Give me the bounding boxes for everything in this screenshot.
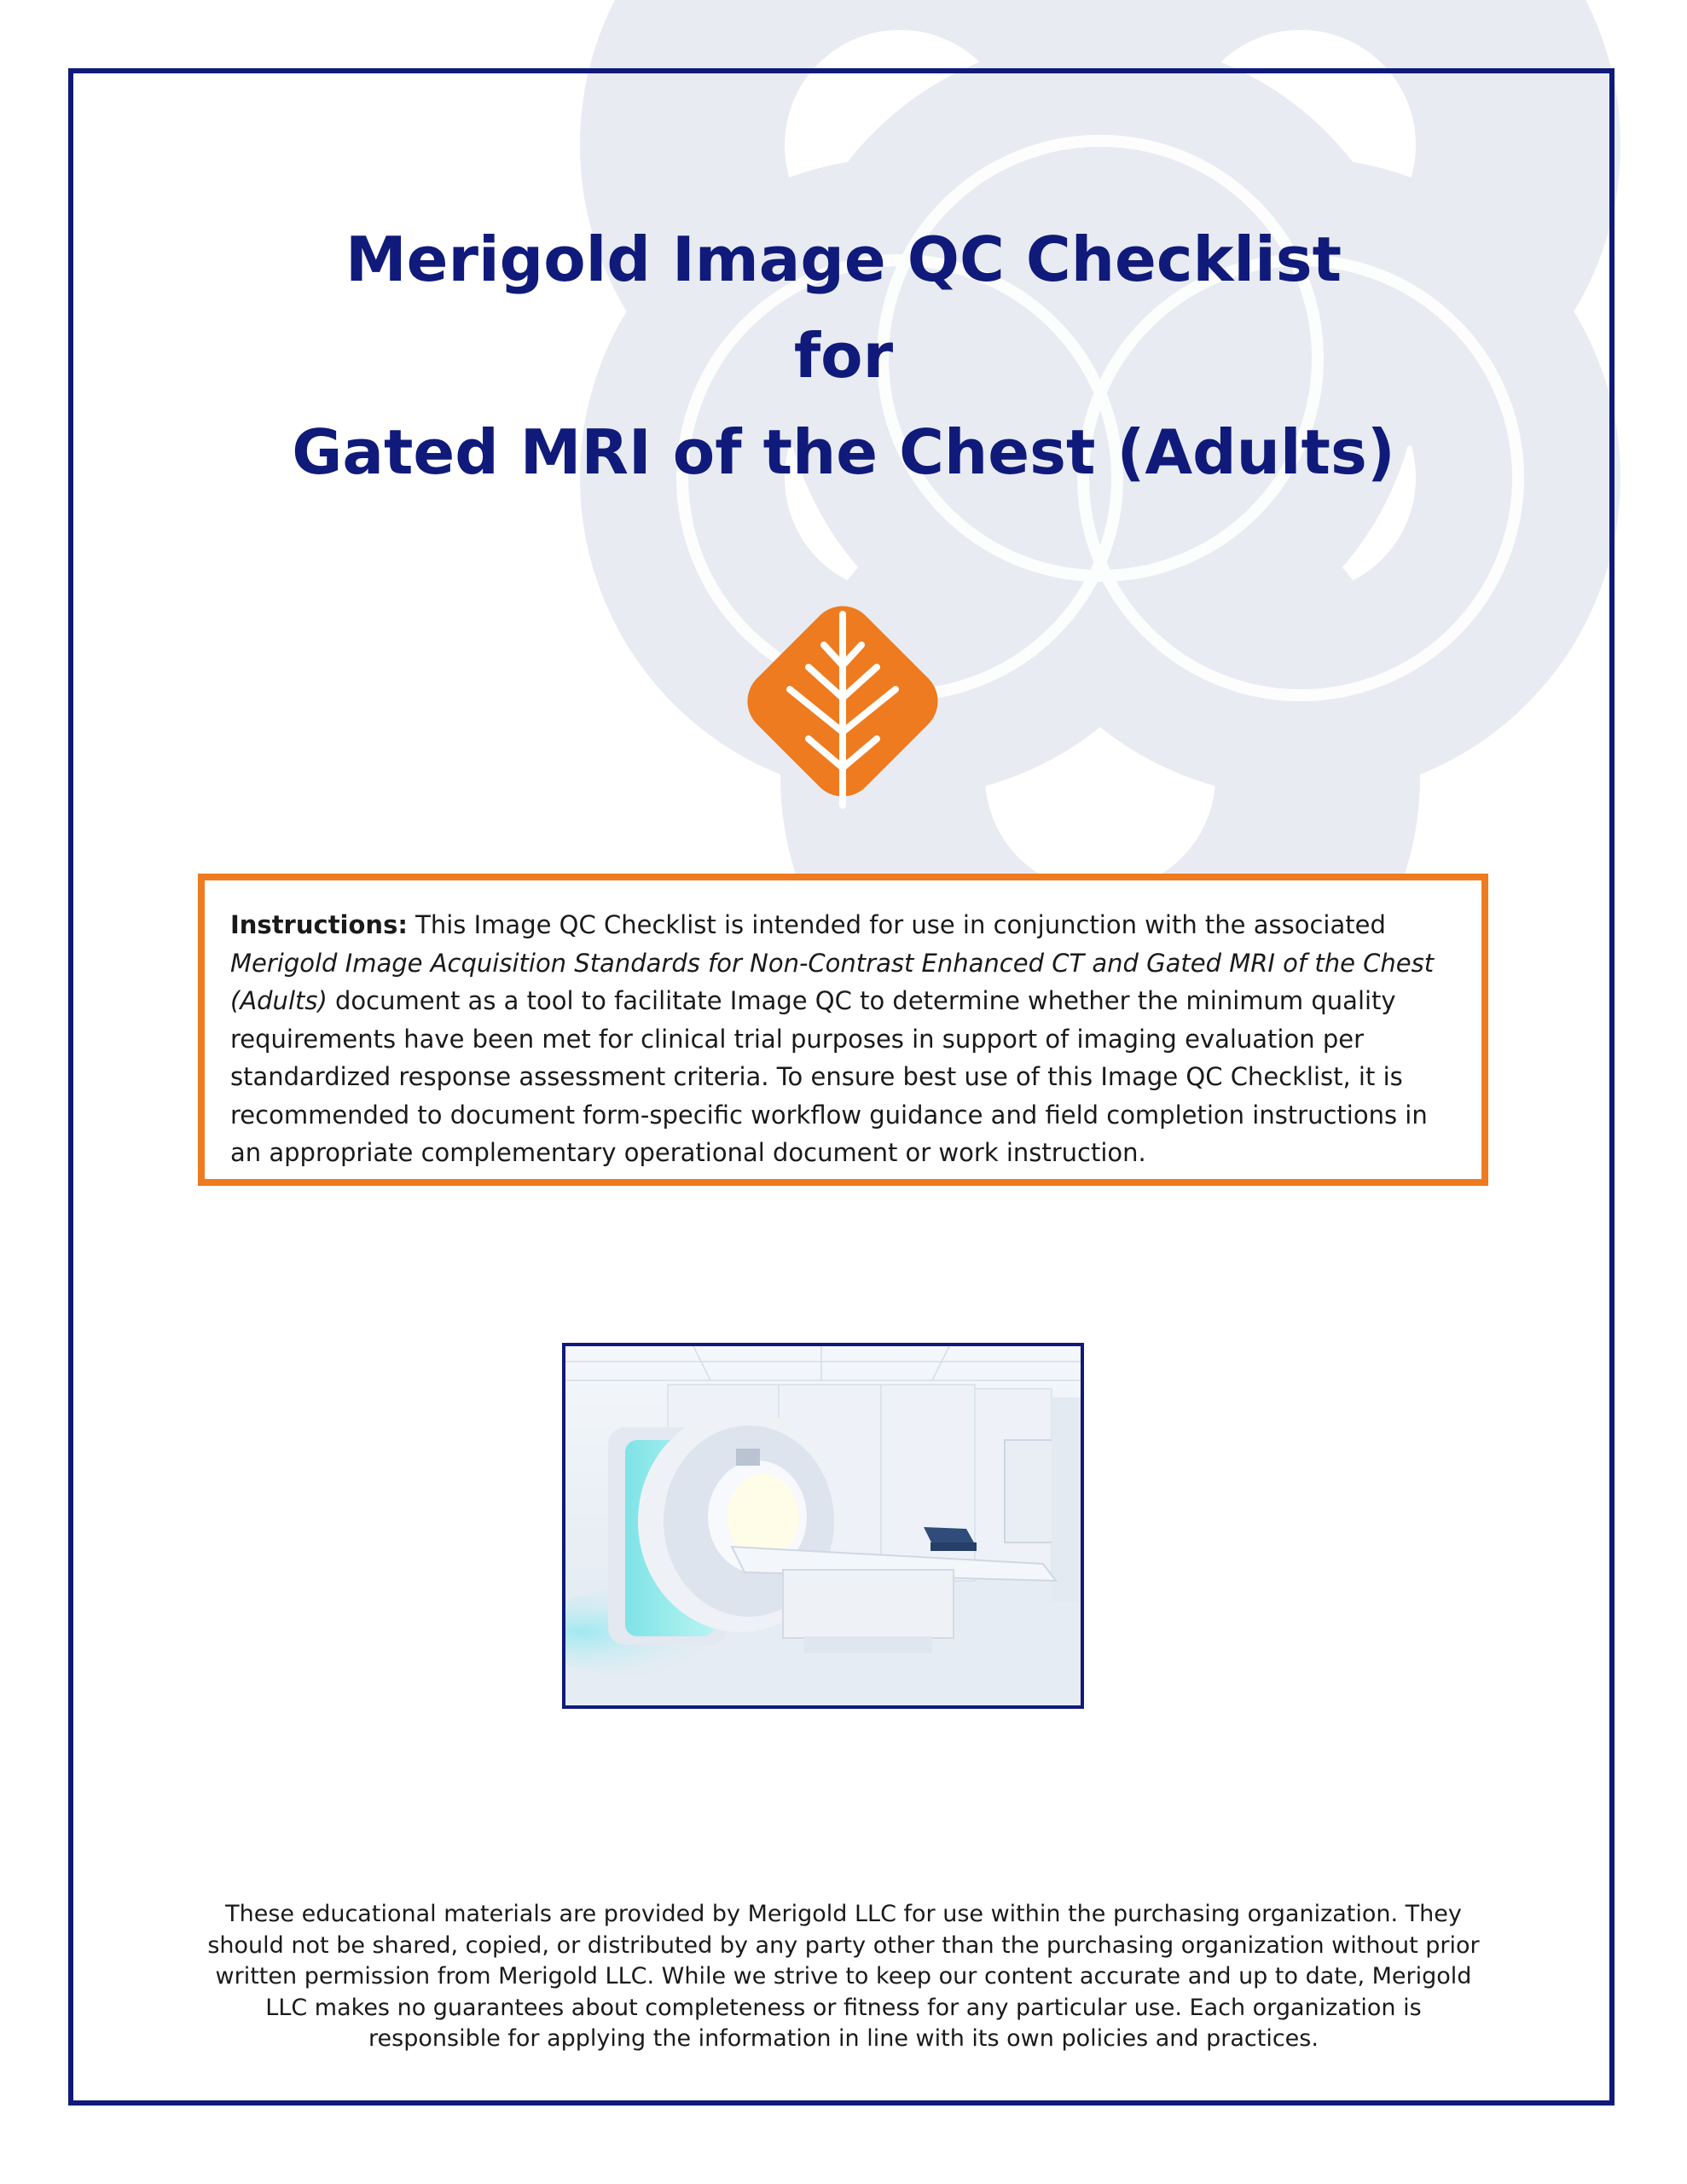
title-line-1: Merigold Image QC Checklist: [345, 224, 1342, 295]
disclaimer-line-4: LLC makes no guarantees about completeness or fitness for any particular use. Each organization is: [265, 1994, 1422, 2021]
document-title: [68, 212, 1619, 501]
referenced-document-name: Merigold Image Acquisition Standards for Non-Contrast Enhanced CT and Gated MRI of the Chest (Adults): [230, 948, 1435, 1015]
instructions-box: [198, 874, 1488, 1186]
mri-scanner-photo: [562, 1343, 1084, 1709]
instructions-text-start: This Image QC Checklist is intended for use in conjunction with the associated: [407, 910, 1386, 939]
instructions-label: Instructions:: [230, 910, 408, 939]
disclaimer: [154, 1899, 1533, 2055]
disclaimer-line-5: responsible for applying the information in line with its own policies and practices.: [368, 2025, 1319, 2052]
merigold-leaf-logo-icon: [730, 589, 955, 814]
disclaimer-line-1: These educational materials are provided by Merigold LLC for use within the purchasing organization. They: [225, 1901, 1462, 1927]
instructions-text-end: document as a tool to facilitate Image QC to determine whether the minimum quality requirements have been met for clinical trial purposes in support of imaging evaluation per standardized response assessment criteria. To ensure best use of this Image QC Checklist, it is recommended to document form-specific workflow guidance and field completion instructions in an appropriate complementary operational document or work instruction.: [230, 986, 1428, 1167]
title-line-3: Gated MRI of the Chest (Adults): [292, 416, 1395, 488]
disclaimer-line-2: should not be shared, copied, or distributed by any party other than the purchasing organization without prior: [207, 1931, 1480, 1959]
disclaimer-line-3: written permission from Merigold LLC. While we strive to keep our content accurate and up to date, Merigold: [215, 1963, 1472, 1989]
title-line-2: for: [793, 320, 894, 392]
